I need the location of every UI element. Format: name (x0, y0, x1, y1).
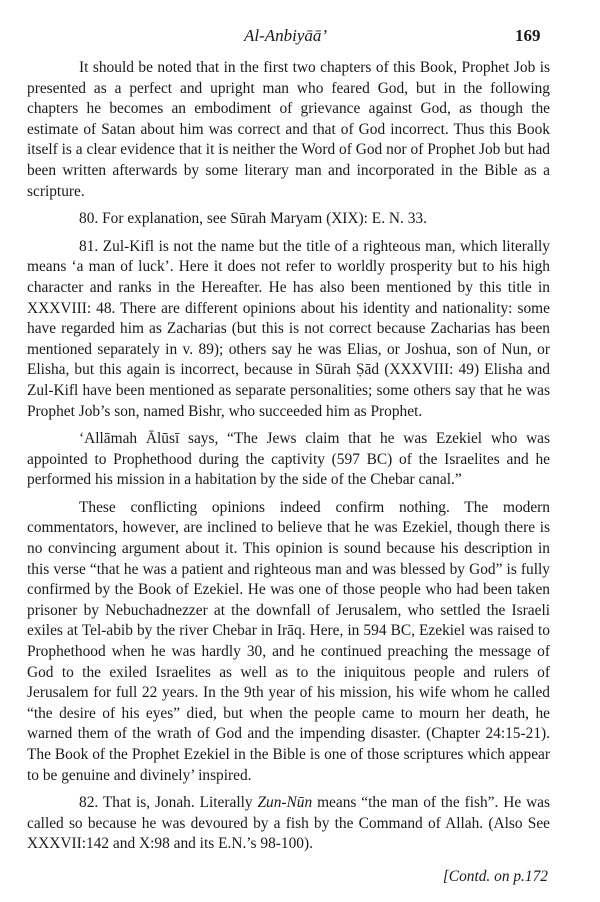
italic-term: Zun-Nūn (257, 794, 313, 812)
page-header (0, 26, 600, 50)
paragraph-ezekiel: These conflicting opinions indeed confirm nothing. The modern commentators, however, are inclined to believe that he was Ezekiel, though there is no convincing argument about it. This opinion is sound because his description in this verse “that he was a patient and righteous man and was blessed by God” is fully confirmed by the Book of Ezekiel. He was one of those people who had been taken prisoner by Nebuchadnezzer at the downfall of Jerusalem, who settled the Israeli exiles at Tel-abib by the river Chebar in Irāq. Here, in 594 BC, Ezekiel was raised to Prophethood when he was hardly 30, and he continued preaching the message of God to the exiled Israelites as well as to the iniquitous people and rulers of Jerusalem for full 22 years. In the 9th year of his mission, his wife whom he called “the desire of his eyes” died, but when the people came to mourn her death, he warned them of the wrath of God and the impending disaster. (Chapter 24:15-21). The Book of the Prophet Ezekiel in the Bible is one of those scriptures which appear to be genuine and divinely’ inspired. (27, 498, 550, 784)
footnote-82: 82. That is, Jonah. Literally Zun-Nūn means “the man of the fish”. He was called so because he was devoured by a fish by the Command of Allah. (Also See XXXVII:142 and X:98 and its E.N.’s 98-100). (27, 794, 551, 853)
footnote-number: 81. (79, 237, 99, 255)
paragraph-job-commentary: It should be noted that in the first two chapters of this Book, Prophet Job is presented as a perfect and upright man who feared God, but in the following chapters he becomes an embodiment of grievance against God, as though the estimate of Satan about him was correct and that of God incorrect. Thus this Book itself is a clear evidence that it is neither the Word of God nor of Prophet Job but had been written afterwards by some literary man and incorporated in the Bible as a scripture. (27, 59, 550, 200)
footnote-81: 81. Zul-Kifl is not the name but the title of a righteous man, which literally means ‘a man of luck’. Here it does not refer to worldly prosperity but to his high character and ranks in the Hereafter. He has also been mentioned by this title in XXXVIII: 48. There are different opinions about his identity and nationality: some have regarded him as Zacharias (but this is not correct because Zacharias has been mentioned separately in v. 89); others say he was Elias, or Joshua, son of Nun, or Elisha, but this again is incorrect, because in Sūrah Ṣād (XXXVIII: 49) Elisha and Zul-Kifl have been mentioned as separate personalities; some others say that he was Prophet Job’s son, named Bishr, who succeeded him as Prophet. (27, 237, 550, 420)
footnote-number: 82. (79, 794, 99, 812)
page-number: 169 (515, 26, 541, 45)
paragraph-alusi-quote: ‘Allāmah Ālūsī says, “The Jews claim that he was Ezekiel who was appointed to Prophethood during the captivity (597 BC) of the Israelites and he performed his mission in a habitation by the side of the Chebar canal.” (27, 430, 550, 489)
footnote-number: 80. (79, 210, 99, 228)
footnote-80: 80. For explanation, see Sūrah Maryam (XIX): E. N. 33. (79, 210, 427, 228)
running-title: Al-Anbiyāā’ (244, 26, 328, 45)
continued-note: [Contd. on p.172 (442, 868, 548, 885)
page-body (27, 58, 550, 862)
